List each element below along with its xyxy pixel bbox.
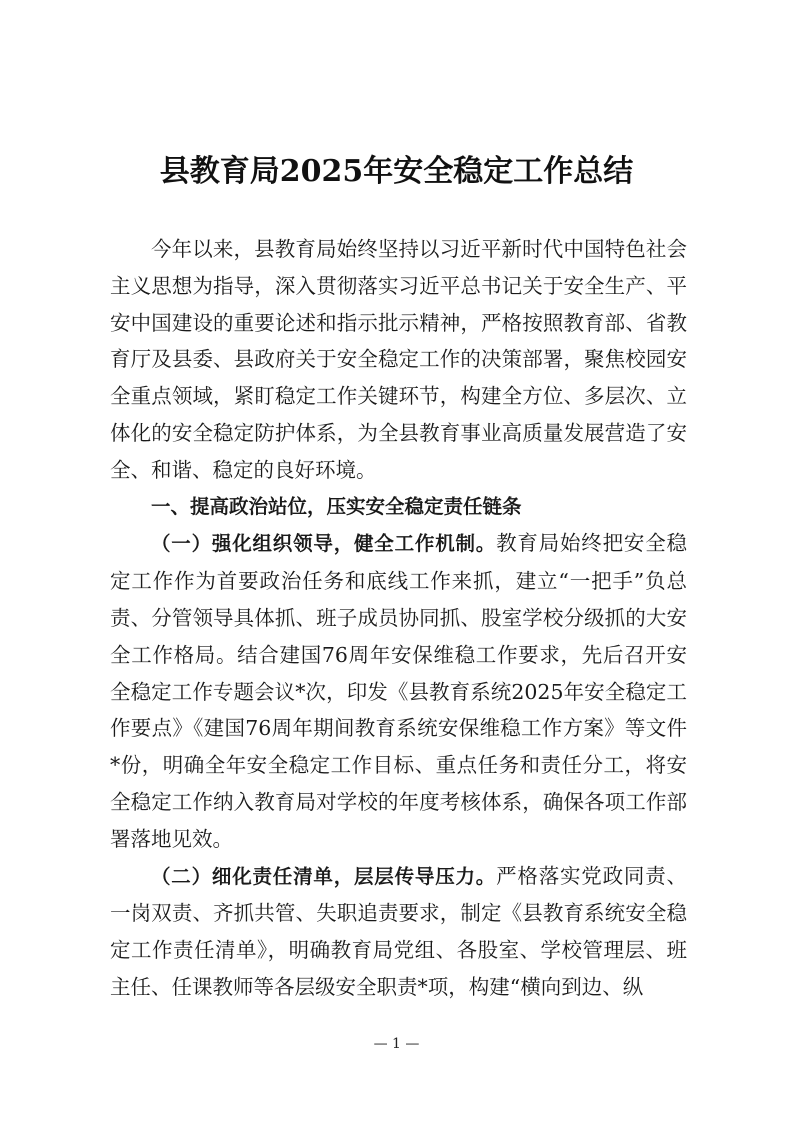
subsection-text-1: 教育局始终把安全稳定工作作为首要政治任务和底线工作来抓，建立“一把手”负总责、分管领导具体抓、班子成员协同抓、股室学校分级抓的大安全工作格局。结合建国76周年安保维稳工作要求，先后召开安全稳定工作专题会议*次，印发《县教育系统2025年安全稳定工作要点》《建国76周年期间教育系统安保维稳工作方案》等文件*份，明确全年安全稳定工作目标、重点任务和责任分工，将安全稳定工作纳入教育局对学校的年度考核体系，确保各项工作部署落地见效。 [110, 531, 687, 851]
subsection-lead-2: （二）细化责任清单，层层传导压力。 [151, 864, 497, 888]
document-body [110, 231, 687, 1006]
page-number: — 1 — [373, 1036, 420, 1052]
section-heading-1: 一、提高政治站位，压实安全稳定责任链条 [151, 494, 522, 518]
subsection-paragraph-1 [110, 525, 687, 857]
intro-paragraph: 今年以来，县教育局始终坚持以习近平新时代中国特色社会主义思想为指导，深入贯彻落实习近平总书记关于安全生产、平安中国建设的重要论述和指示批示精神，严格按照教育部、省教育厅及县委、县政府关于安全稳定工作的决策部署，聚焦校园安全重点领域，紧盯稳定工作关键环节，构建全方位、多层次、立体化的安全稳定防护体系，为全县教育事业高质量发展营造了安全、和谐、稳定的良好环境。 [110, 237, 687, 482]
subsection-paragraph-2 [110, 858, 687, 1006]
subsection-lead-1: （一）强化组织领导，健全工作机制。 [151, 532, 497, 556]
subsection-text-2: 严格落实党政同责、一岗双责、齐抓共管、失职追责要求，制定《县教育系统安全稳定工作责任清单》，明确教育局党组、各股室、学校管理层、班主任、任课教师等各层级安全职责*项，构建“横向到边、纵 [110, 863, 687, 999]
document-title: 县教育局2025年安全稳定工作总结 [159, 154, 634, 189]
